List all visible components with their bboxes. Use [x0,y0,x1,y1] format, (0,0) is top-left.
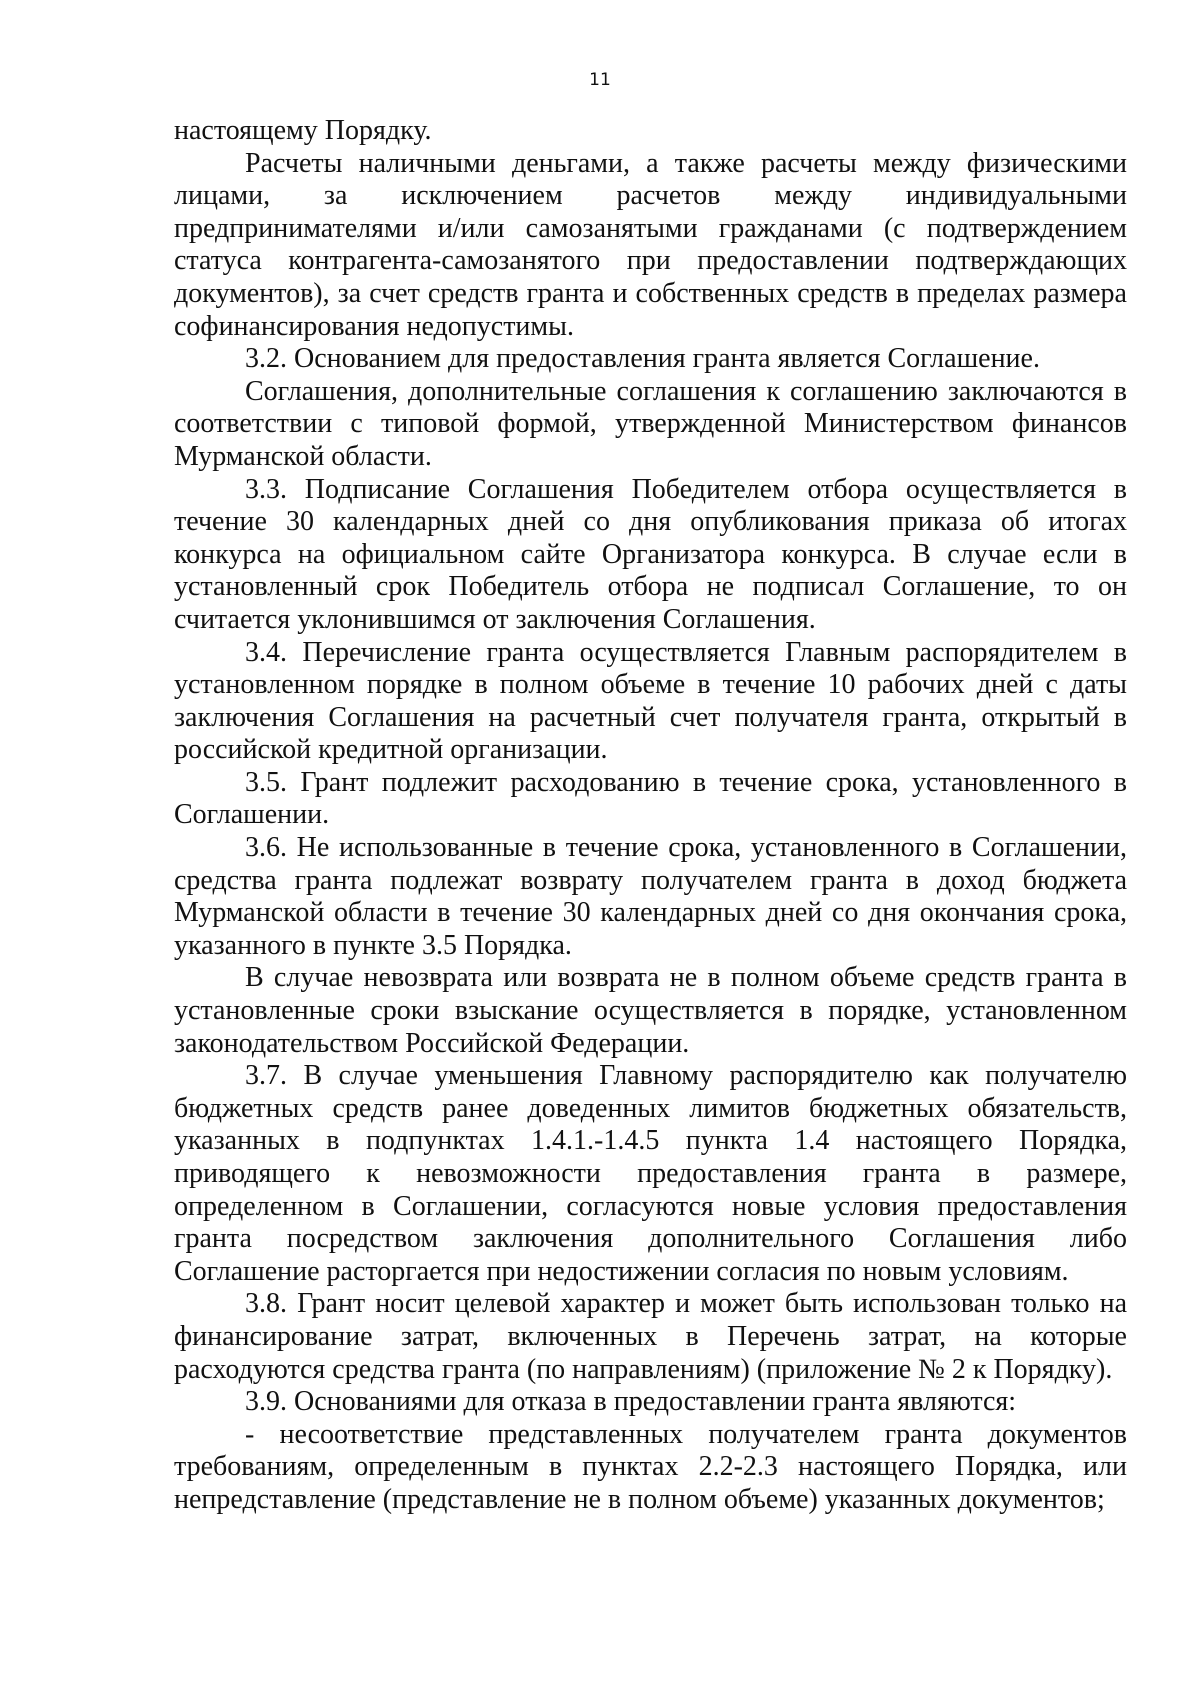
paragraph-refusal-reason-1: - несоответствие представленных получателем гранта документов требованиям, определенным в пунктах 2.2-2.3 настоящего Порядка, или непредставление (представление не в полном объеме) указанных документов; [174,1418,1127,1515]
paragraph-3-5: 3.5. Грант подлежит расходованию в течение срока, установленного в Соглашении. [174,766,1127,831]
paragraph-3-2: 3.2. Основанием для предоставления гранта является Соглашение. [245,343,1040,375]
paragraph-3-6: 3.6. Не использованные в течение срока, установленного в Соглашении, средства гранта подлежат возврату получателем гранта в доход бюджета Мурманской области в течение 30 календарных дней со дня окончания срока, указанного в пункте 3.5 Порядка. [174,832,1127,961]
paragraph-continuation: настоящему Порядку. [174,115,432,146]
paragraph-3-7: 3.7. В случае уменьшения Главному распорядителю как получателю бюджетных средств ранее доведенных лимитов бюджетных обязательств, указанных в подпунктах 1.4.1.-1.4.5 пункта 1.4 настоящего Порядка, приводящего к невозможности предоставления гранта в размере, определенном в Соглашении, согласуются новые условия предоставления гранта посредством заключения дополнительного Соглашения либо Соглашение расторгается при недостижении согласия по новым условиям. [174,1060,1127,1287]
document-body [174,115,1127,1517]
paragraph-3-4: 3.4. Перечисление гранта осуществляется Главным распорядителем в установленном порядке в полном объеме в течение 10 рабочих дней с даты заключения Соглашения на расчетный счет получателя гранта, открытый в российской кредитной организации. [174,636,1127,766]
paragraph-agreements-form: Соглашения, дополнительные соглашения к соглашению заключаются в соответствии с типовой формой, утвержденной Министерством финансов Мурманской области. [174,375,1127,472]
paragraph-non-return: В случае невозврата или возврата не в полном объеме средств гранта в установленные сроки взыскание осуществляется в порядке, установленном законодательством Российской Федерации. [174,962,1127,1059]
paragraph-cash-settlements: Расчеты наличными деньгами, а также расчеты между физическими лицами, за исключением расчетов между индивидуальными предпринимателями и/или самозанятыми гражданами (с подтверждением статуса контрагента-самозанятого при предоставлении подтверждающих документов), за счет средств гранта и собственных средств в пределах размера софинансирования недопустимы. [174,147,1127,342]
page-number: 11 [589,70,611,90]
paragraph-3-9: 3.9. Основаниями для отказа в предоставлении гранта являются: [245,1386,1017,1418]
paragraph-3-8: 3.8. Грант носит целевой характер и может быть использован только на финансирование затрат, включенных в Перечень затрат, на которые расходуются средства гранта (по направлениям) (приложение № 2 к Порядку). [174,1288,1127,1385]
paragraph-3-3: 3.3. Подписание Соглашения Победителем отбора осуществляется в течение 30 календарных дней со дня опубликования приказа об итогах конкурса на официальном сайте Организатора конкурса. В случае если в установленный срок Победитель отбора не подписал Соглашение, то он считается уклонившимся от заключения Соглашения. [174,473,1127,635]
